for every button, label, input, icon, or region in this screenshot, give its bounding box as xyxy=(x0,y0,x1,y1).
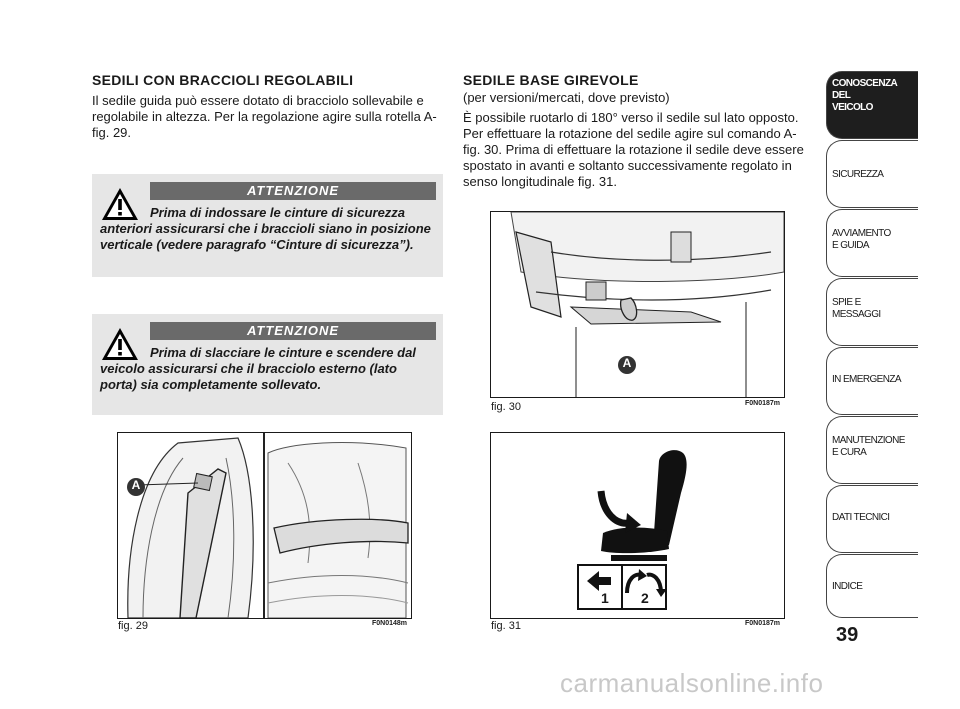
swivel-base-drawing xyxy=(491,212,784,397)
section-title-armrests: SEDILI CON BRACCIOLI REGOLABILI xyxy=(92,72,354,88)
marker-a-label: A xyxy=(131,478,141,492)
warning-box-seatbelts xyxy=(92,174,443,277)
seat-rotation-drawing xyxy=(491,433,784,618)
tab-avviamento-e-guida[interactable] xyxy=(826,209,918,277)
tab-label: INDICE xyxy=(832,581,863,592)
tab-conoscenza-del-veicolo[interactable] xyxy=(826,71,918,139)
warning-text: Prima di slacciare le cinture e scendere dal veicolo assicurarsi che il bracciolo esterno (lato porta) sia completamente sollevato. xyxy=(100,345,416,392)
armrest-drawing xyxy=(118,433,411,618)
figure-29-code: F0N0148m xyxy=(372,620,408,627)
figure-30-swivel-base-illustration xyxy=(490,211,785,398)
figure-31-seat-rotation-diagram xyxy=(490,432,785,619)
tab-label: IN EMERGENZA xyxy=(832,374,901,385)
figure-31-label: fig. 31 xyxy=(491,620,521,632)
figure-29-label: fig. 29 xyxy=(118,620,148,632)
step-1-label: 1 xyxy=(601,590,609,606)
swivel-seat-paragraph: È possibile ruotarlo di 180° verso il sedile sul lato opposto. Per effettuare la rotazione del sedile agire sul comando A-fig. 30. Prima di effettuare la rotazione il sedile deve essere spostato in avanti e soltanto successivamente regolato in senso longitudinale fig. 31. xyxy=(463,110,804,189)
tab-dati-tecnici[interactable] xyxy=(826,485,918,553)
figure-31-code: F0N0187m xyxy=(745,620,781,627)
tab-indice[interactable] xyxy=(826,554,918,618)
figure-29-armrest-illustration xyxy=(117,432,412,619)
tab-label: MANUTENZIONE E CURA xyxy=(832,435,905,458)
tab-label: SICUREZZA xyxy=(832,169,884,180)
tab-sicurezza[interactable] xyxy=(826,140,918,208)
armrest-paragraph: Il sedile guida può essere dotato di bracciolo sollevabile e regolabile in altezza. Per la regolazione agire sulla rotella A-fig. 29. xyxy=(92,93,437,140)
figure-30-label: fig. 30 xyxy=(491,401,521,413)
tab-manutenzione-e-cura[interactable] xyxy=(826,416,918,484)
marker-a-label: A xyxy=(622,356,632,370)
step-2-label: 2 xyxy=(641,590,649,606)
section-title-swivel-seat: SEDILE BASE GIREVOLE xyxy=(463,72,639,88)
warning-label: ATTENZIONE xyxy=(150,322,436,340)
warning-text: Prima di indossare le cinture di sicurezza anteriori assicurarsi che i braccioli siano in posizione verticale (vedere paragrafo “Cinture di sicurezza”). xyxy=(100,205,431,252)
tab-label: CONOSCENZA DEL VEICOLO xyxy=(832,78,898,113)
tab-spie-e-messaggi[interactable] xyxy=(826,278,918,346)
tab-in-emergenza[interactable] xyxy=(826,347,918,415)
watermark-text: carmanualsonline.info xyxy=(560,668,824,698)
tab-label: AVVIAMENTO E GUIDA xyxy=(832,228,891,251)
tab-label: DATI TECNICI xyxy=(832,512,890,523)
tab-label: SPIE E MESSAGGI xyxy=(832,297,881,320)
page-number: 39 xyxy=(836,624,859,646)
figure-30-code: F0N0187m xyxy=(745,400,781,407)
warning-box-armrest xyxy=(92,314,443,415)
warning-label: ATTENZIONE xyxy=(150,182,436,200)
swivel-seat-subtitle: (per versioni/mercati, dove previsto) xyxy=(463,90,670,105)
